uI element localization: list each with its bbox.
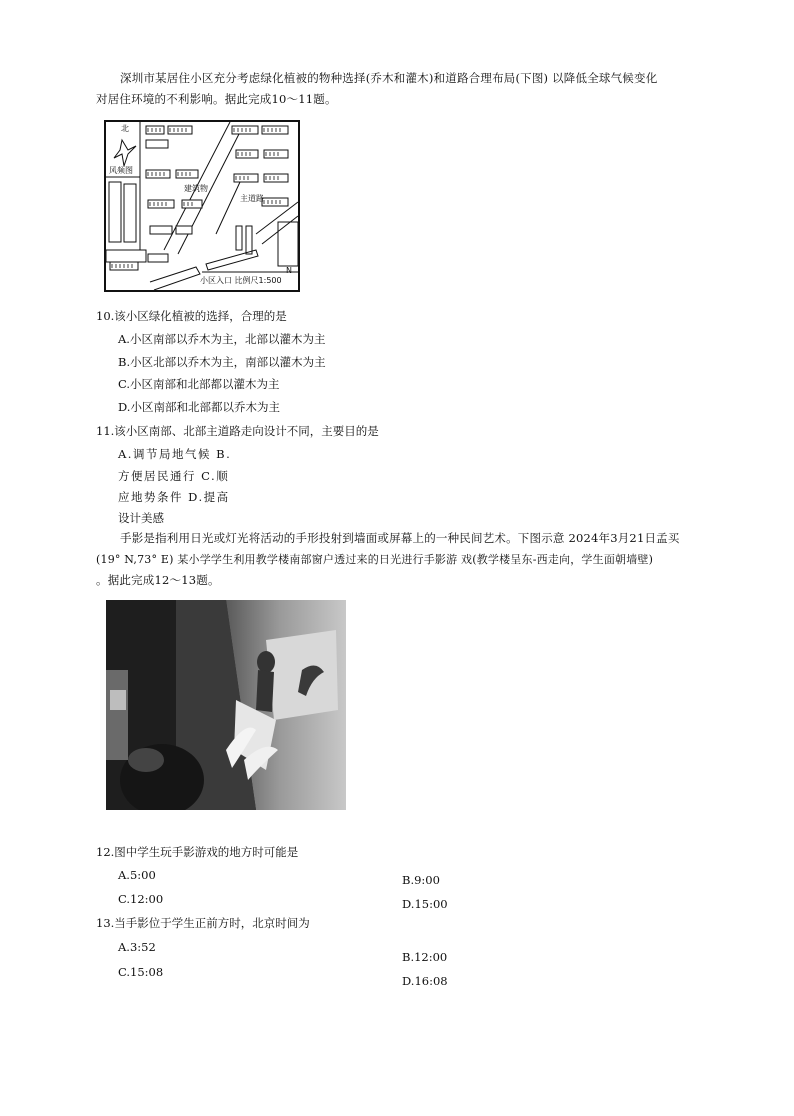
map-drawing (106, 122, 298, 290)
question-10-option-d: D.小区南部和北部都以乔木为主 (118, 400, 280, 414)
map-north-arrow: N (286, 266, 292, 275)
question-12-option-b: B.9:00 (402, 873, 440, 887)
question-11-line-2: 方便居民通行 C.顺 (118, 469, 230, 483)
question-13-option-c: C.15:08 (118, 965, 164, 979)
map-entrance-scale-label: 小区入口 比例尺1:500 (200, 276, 282, 285)
intro-2-line-1: 手影是指利用日光或灯光将活动的手形投射到墙面或屏幕上的一种民间艺术。下图示意 2024年3月21日孟买 (120, 531, 680, 545)
intro-paragraph-2 (96, 528, 736, 591)
intro-2-line-3: 。据此完成12～13题。 (96, 573, 220, 587)
question-10-stem: 10.该小区绿化植被的选择，合理的是 (96, 309, 287, 323)
map-north-label: 北 (121, 124, 129, 133)
intro-1-line-1: 深圳市某居住小区充分考虑绿化植被的物种选择(乔木和灌木)和道路合理布局(下图) 以降低全球气候变化 (120, 71, 658, 85)
question-12-option-d: D.15:00 (402, 897, 448, 911)
question-13-option-a: A.3:52 (118, 940, 156, 954)
question-10-option-a: A.小区南部以乔木为主，北部以灌木为主 (118, 332, 326, 346)
question-13-stem: 13.当手影位于学生正前方时，北京时间为 (96, 916, 310, 930)
map-building-label: 建筑物 (184, 184, 208, 193)
map-main-road-label: 主道路 (240, 194, 264, 203)
question-10-option-b: B.小区北部以乔木为主，南部以灌木为主 (118, 355, 326, 369)
question-12-stem: 12.图中学生玩手影游戏的地方时可能是 (96, 845, 299, 859)
intro-1-line-2: 对居住环境的不利影响。据此完成10～11题。 (96, 92, 337, 106)
hand-shadow-photo (106, 600, 346, 810)
question-13-option-b: B.12:00 (402, 950, 448, 964)
intro-paragraph-1 (96, 68, 736, 110)
community-layout-map (104, 120, 300, 292)
intro-2-line-2: (19° N,73° E) 某小学学生利用教学楼南部窗户透过来的日光进行手影游 戏(教学楼呈东-西走向，学生面朝墙壁) (96, 553, 654, 566)
question-12-option-c: C.12:00 (118, 892, 164, 906)
map-wind-rose-label: 风频图 (109, 166, 133, 175)
question-11-line-1: A.调节局地气候 B. (118, 447, 232, 461)
question-11-line-4: 设计美感 (118, 511, 164, 525)
question-11-stem: 11.该小区南部、北部主道路走向设计不同，主要目的是 (96, 424, 379, 438)
question-13-option-d: D.16:08 (402, 974, 448, 988)
question-11-line-3: 应地势条件 D.提高 (118, 490, 230, 504)
photo-drawing (106, 600, 346, 810)
question-12-option-a: A.5:00 (118, 868, 156, 882)
question-10-option-c: C.小区南部和北部都以灌木为主 (118, 377, 280, 391)
